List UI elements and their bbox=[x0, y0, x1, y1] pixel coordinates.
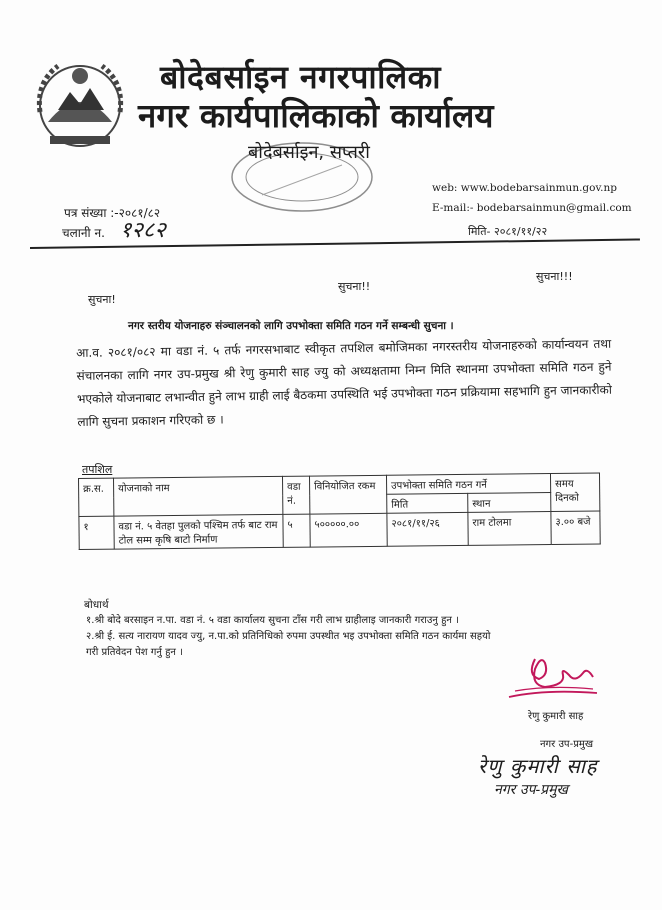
notice-body: आ.व. २०८१/०८२ मा वडा नं. ५ तर्फ नगरसभाबाट स्वीकृत तपशिल बमोजिमका नगरस्तरीय योजनाहरुको कार्यान्वयन तथा संचालनका लागि नगर उप-प्रमुख श्री रेणु कुमारी साह ज्यु को अध्यक्षतामा निम्न मिति स्थानमा उपभोक्ता समिति गठन हुने भएकोले योजनाबाट लभान्वीत हुने लाभ ग्राही लाई बैठकमा उपस्थिति भई उपभोक्ता गठन प्रक्रियामा सहभागि हुन जानकारीको लागि सुचना प्रकाशन गरिएको छ । bbox=[76, 336, 613, 429]
dispatch-label: चलानी न. bbox=[62, 226, 105, 240]
letter-number: पत्र संख्या :-२०८१/८२ bbox=[64, 206, 161, 220]
letter-date: मिति- २०८१/११/२२ bbox=[468, 225, 548, 238]
stamped-post: नगर उप-प्रमुख bbox=[494, 782, 568, 798]
header-name: योजनाको नाम bbox=[114, 476, 283, 516]
website-link[interactable]: web: www.bodebarsainmun.gov.np bbox=[432, 182, 617, 194]
cell-name: वडा नं. ५ वेतहा पुलको पश्चिम तर्फ बाट राम टोल सम्म कृषि बाटो निर्माण bbox=[114, 514, 283, 549]
cell-amount: ५०००००.०० bbox=[310, 513, 387, 547]
header-amount: विनियोजित रकम bbox=[309, 475, 386, 514]
header-place: स्थान bbox=[468, 493, 551, 513]
cc-line-2: २.श्री ई. सत्य नारायण यादव ज्यु, न.पा.को प्रतिनिधिको रुपमा उपस्थीत भइ उपभोक्ता समिति गठन कार्यमा सहयो bbox=[86, 631, 491, 642]
cc-label: बोधार्थ bbox=[84, 599, 109, 611]
cell-time: ३.०० बजे bbox=[551, 511, 600, 545]
table-row bbox=[79, 511, 600, 549]
signatory-name: रेणु कुमारी साह bbox=[528, 711, 584, 722]
stamp-text: बोदेबर्साइन, सप्तरी bbox=[248, 142, 370, 163]
municipality-emblem-icon bbox=[28, 52, 132, 156]
dispatch-number: १२८२ bbox=[120, 218, 166, 243]
notice-subject: नगर स्तरीय योजनाहरु संञ्चालनको लागि उपभोक्ता समिति गठन गर्ने सम्बन्धी सुचना । bbox=[128, 320, 454, 332]
cc-line-1: १.श्री बोदे बरसाइन न.पा. वडा नं. ५ वडा कार्यालय सुचना टाँस गरी लाभ ग्राहीलाइ जानकारी गराउनु हुन । bbox=[86, 615, 459, 626]
header-date: मिति bbox=[387, 493, 468, 513]
stamped-name: रेणु कुमारी साह bbox=[478, 754, 598, 778]
notice-heading-1: सुचना! bbox=[88, 293, 116, 306]
notice-heading-3: सुचना!!! bbox=[536, 270, 573, 283]
signatory-post: नगर उप-प्रमुख bbox=[540, 739, 594, 750]
details-table bbox=[78, 473, 601, 550]
table-caption: तपशिल bbox=[82, 463, 113, 476]
office-name: नगर कार्यपालिकाको कार्यालय bbox=[138, 96, 494, 135]
cell-ward: ५ bbox=[283, 514, 310, 547]
cc-line-3: गरी प्रतिवेदन पेश गर्नु हुन । bbox=[86, 647, 183, 658]
cell-date: २०८१/११/२६ bbox=[387, 512, 468, 546]
header-sn: क्र.स. bbox=[79, 478, 114, 516]
handwritten-signature-icon bbox=[505, 645, 600, 705]
header-time: समय दिनको bbox=[550, 473, 599, 512]
notice-heading-2: सुचना!! bbox=[338, 280, 371, 293]
header-ward: वडा नं. bbox=[282, 476, 309, 514]
cell-sn: १ bbox=[79, 516, 114, 549]
email-link[interactable]: E-mail:- bodebarsainmun@gmail.com bbox=[432, 202, 632, 214]
header-committee: उपभोक्ता समिति गठन गर्ने bbox=[386, 474, 550, 495]
municipality-name: बोदेबर्साइन नगरपालिका bbox=[160, 58, 442, 96]
cell-place: राम टोलमा bbox=[468, 512, 551, 546]
